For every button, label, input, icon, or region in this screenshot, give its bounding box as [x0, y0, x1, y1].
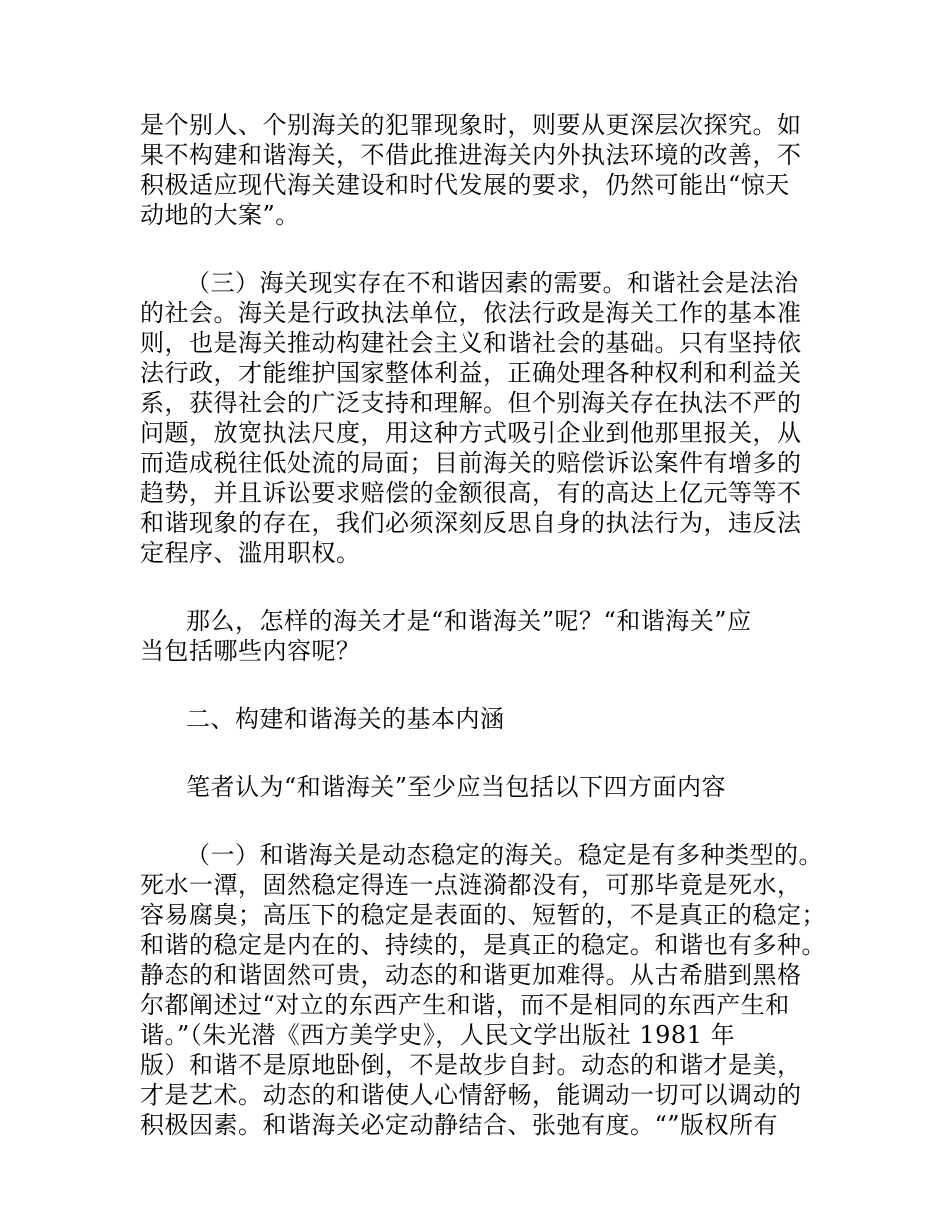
text-line: 趋势，并且诉讼要求赔偿的金额很高，有的高达上亿元等等不: [140, 479, 802, 507]
text-line: 和谐现象的存在，我们必须深刻反思自身的执法行为，违反法: [140, 509, 802, 537]
text-line: 法行政，才能维护国家整体利益，正确处理各种权利和利益关: [140, 359, 802, 387]
text-line: 版）和谐不是原地卧倒，不是故步自封。动态的和谐才是美，: [140, 1051, 802, 1079]
heading-text: 二、构建和谐海关的基本内涵: [186, 705, 505, 733]
text-line: （三）海关现实存在不和谐因素的需要。和谐社会是法治: [186, 269, 799, 297]
text-line: 而造成税往低处流的局面；目前海关的赔偿诉讼案件有增多的: [140, 449, 802, 477]
text-line: 定程序、滥用职权。: [140, 539, 361, 567]
text-line: 和谐的稳定是内在的、持续的，是真正的稳定。和谐也有多种。: [140, 931, 826, 959]
text-line: 动地的大案”。: [140, 201, 300, 229]
text-line: 才是艺术。动态的和谐使人心情舒畅，能调动一切可以调动的: [140, 1081, 802, 1109]
text-line: 尔都阐述过“对立的东西产生和谐，而不是相同的东西产生和: [140, 991, 790, 1019]
document-page: [140, 110, 830, 1140]
text-line: 则，也是海关推动构建社会主义和谐社会的基础。只有坚持依: [140, 329, 802, 357]
text-line: 笔者认为“和谐海关”至少应当包括以下四方面内容: [186, 773, 727, 801]
text-line: 是个别人、个别海关的犯罪现象时，则要从更深层次探究。如: [140, 111, 802, 139]
section-heading: [140, 704, 830, 734]
paragraph-gap: [140, 568, 830, 606]
text-line: 问题，放宽执法尺度，用这种方式吸引企业到他那里报关，从: [140, 419, 802, 447]
text-line: 死水一潭，固然稳定得连一点涟漪都没有，可那毕竟是死水，: [140, 871, 802, 899]
paragraph-gap: [140, 734, 830, 772]
paragraph-6: [140, 840, 830, 1140]
text-line: 积极适应现代海关建设和时代发展的要求，仍然可能出“惊天: [140, 171, 790, 199]
text-line: 系，获得社会的广泛支持和理解。但个别海关存在执法不严的: [140, 389, 802, 417]
text-line: 那么，怎样的海关才是“和谐海关”呢？“和谐海关”应: [186, 607, 752, 635]
text-line: 静态的和谐固然可贵，动态的和谐更加难得。从古希腊到黑格: [140, 961, 802, 989]
paragraph-gap: [140, 802, 830, 840]
paragraph-2: [140, 268, 830, 568]
text-line: 容易腐臭；高压下的稳定是表面的、短暂的，不是真正的稳定；: [140, 901, 826, 929]
text-line: 的社会。海关是行政执法单位，依法行政是海关工作的基本准: [140, 299, 802, 327]
text-line: 积极因素。和谐海关必定动静结合、张弛有度。“”版权所有: [140, 1111, 779, 1139]
paragraph-3: [140, 606, 830, 666]
text-line: 谐。”（朱光潜《西方美学史》，人民文学出版社 1981 年: [140, 1021, 736, 1049]
text-line: （一）和谐海关是动态稳定的海关。稳定是有多种类型的。: [186, 841, 823, 869]
text-line: 果不构建和谐海关，不借此推进海关内外执法环境的改善，不: [140, 141, 802, 169]
paragraph-gap: [140, 230, 830, 268]
paragraph-gap: [140, 666, 830, 704]
text-line: 当包括哪些内容呢？: [140, 637, 361, 665]
paragraph-1: [140, 110, 830, 230]
paragraph-5: [140, 772, 830, 802]
